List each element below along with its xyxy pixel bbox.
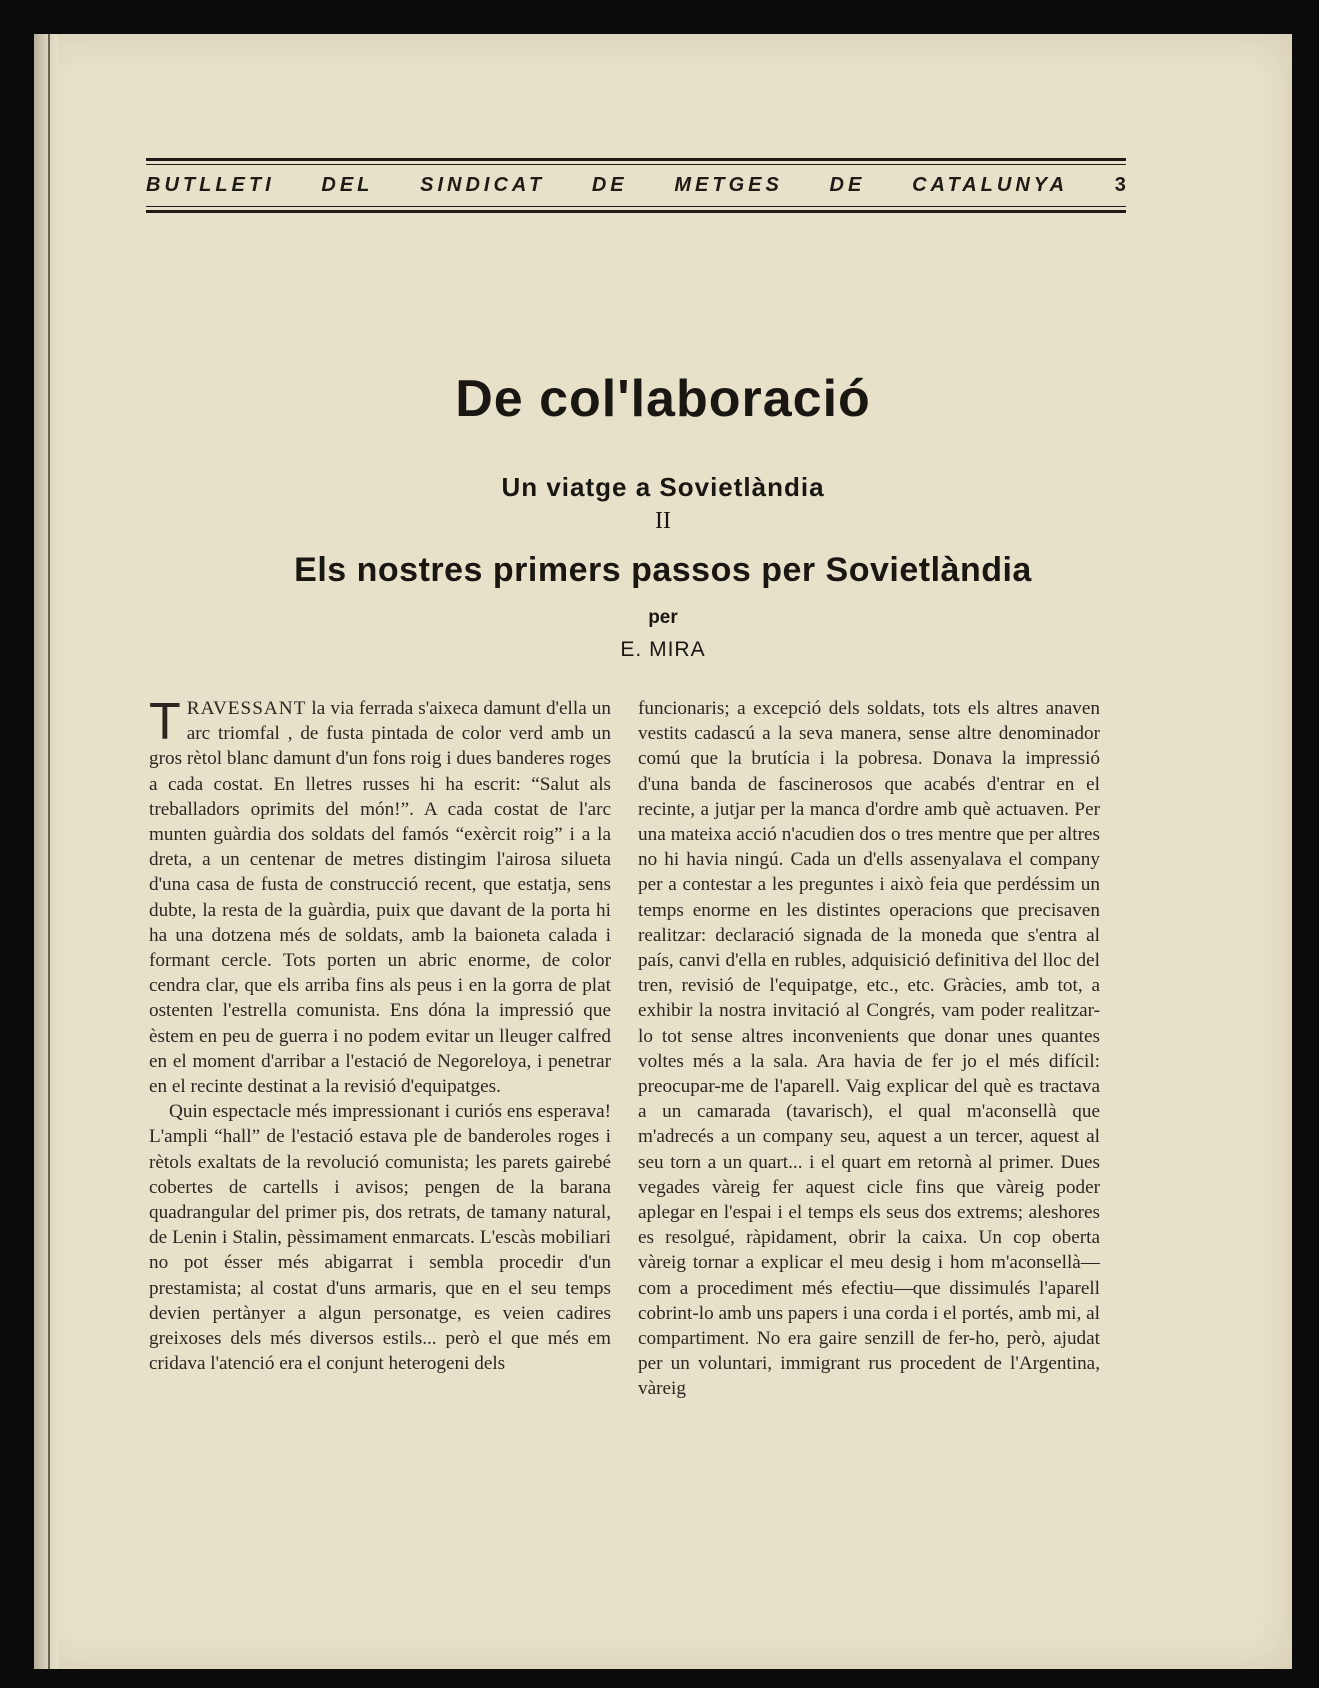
first-word: RAVESSANT [186, 698, 307, 719]
running-header [146, 126, 1126, 216]
header-word: BUTLLETI [146, 173, 275, 196]
section-title: De col'laboració [455, 370, 871, 428]
series-title: Un viatge a Sovietlàndia [501, 472, 825, 502]
header-text [146, 172, 1126, 198]
author-name: E. MIRA [620, 638, 706, 661]
paragraph-text: la via ferrada s'aixeca damunt d'ella un arc triomfal , de fusta pintada de color verd amb un gros rètol blanc damunt d'un fons roig i dues banderes roges a cada costat. En lletres russes hi ha escrit: “Salut als treballadors oprimits del món!”. A cada costat de l'arc munten guàrdia dos soldats del famós “exèrcit roig” i a la dreta, a un centenar de metres distingim l'airosa silueta d'una casa de fusta de construcció recent, que estatja, sens dubte, la resta de la guàrdia, puix que davant de la porta hi ha una dotzena més de soldats, amb la baioneta calada i formant cercle. Tots porten un abric enorme, de color cendra clar, que els arriba fins als peus i en la gorra de plat ostenten l'estrella comunista. Ens dóna la impressió que èstem en peu de guerra i no podem evitar un lleuger calfred en el moment d'arribar a l'estació de Negoreloya, i penetrar en el recinte destinat a la revisió d'equipatges. [149, 698, 611, 1098]
header-word: DE [591, 173, 628, 196]
journal-page [34, 34, 1292, 1669]
byline-per: per [648, 607, 678, 628]
column-left [149, 693, 611, 1376]
part-number: II [655, 508, 671, 534]
drop-cap: T [149, 693, 181, 751]
paragraph [149, 693, 611, 1099]
header-rule-bottom-thin [146, 206, 1126, 207]
header-word: DE [829, 173, 866, 196]
paragraph: Quin espectacle més impressionant i curiós ens esperava! L'ampli “hall” de l'estació estava ple de banderoles roges i rètols exaltats de la revolució comunista; les parets gairebé cobertes de cartells i avisos; pengen de la barana quadrangular del primer pis, dos retrats, de tamany natural, de Lenin i Stalin, pèssimament enmarcats. L'escàs mobiliari no pot ésser més abigarrat i sembla procedir d'un prestamista; al costat d'uns armaris, que en el seu temps devien pertànyer a algun personatge, es veien cadires greixoses dels més diversos estils... però el que més em cridava l'atenció era el conjunt heterogeni dels [149, 1101, 611, 1375]
header-rule-top-thin [146, 164, 1126, 165]
binding-gutter [34, 34, 58, 1669]
header-rule-top [146, 158, 1126, 161]
column-right [638, 696, 1100, 1402]
header-word: CATALUNYA [912, 173, 1069, 196]
page-number: 3 [1114, 173, 1126, 196]
article-title: Els nostres primers passos per Sovietlàndia [294, 551, 1032, 589]
header-word: DEL [321, 173, 374, 196]
header-rule-bottom [146, 210, 1126, 213]
paragraph: funcionaris; a excepció dels soldats, tots els altres anaven vestits cadascú a la seva manera, sense altre denominador comú que la brutícia i la pobresa. Donava la impressió d'una banda de fascinerosos que acabés d'entrar en el recinte, a jutjar per la manca d'ordre amb què actuaven. Per una mateixa acció n'acudien dos o tres mentre que per altres no hi havia ningú. Cada un d'ells assenyalava el company per a contestar a les preguntes i això feia que perdéssim un temps enorme en les distintes operacions que precisaven realitzar: declaració signada de la moneda que s'entra al país, canvi d'ella en rubles, adquisició definitiva del lloc del tren, revisió de l'equipatge, etc., etc. Gràcies, amb tot, a exhibir la nostra invitació al Congrés, vam poder realitzar-lo tot sense altres inconvenients que donar unes quantes voltes més a la sala. Ara havia de fer jo el més difícil: preocupar-me de l'aparell. Vaig explicar del què es tractava a un camarada (tavarisch), el qual m'aconsellà que m'adrecés a un company seu, aquest a un tercer, aquest al seu torn a un quart... i el quart em retornà al primer. Dues vegades vàreig fer aquest cicle fins que vàreig poder aplegar en l'espai i el temps els seus dos extrems; aleshores es resolgué, ràpidament, obrir la caixa. Un cop oberta vàreig tornar a explicar el meu desig i hom m'aconsellà—com a procediment més efectiu—que dissimulés l'aparell cobrint-lo amb uns papers i una corda i el portés, amb mi, al compartiment. No era gaire senzill de fer-ho, però, ajudat per un voluntari, immigrant rus procedent de l'Argentina, vàreig [638, 698, 1100, 1400]
header-word: SINDICAT [420, 173, 546, 196]
header-word: METGES [674, 173, 783, 196]
binding-edge [48, 34, 50, 1669]
